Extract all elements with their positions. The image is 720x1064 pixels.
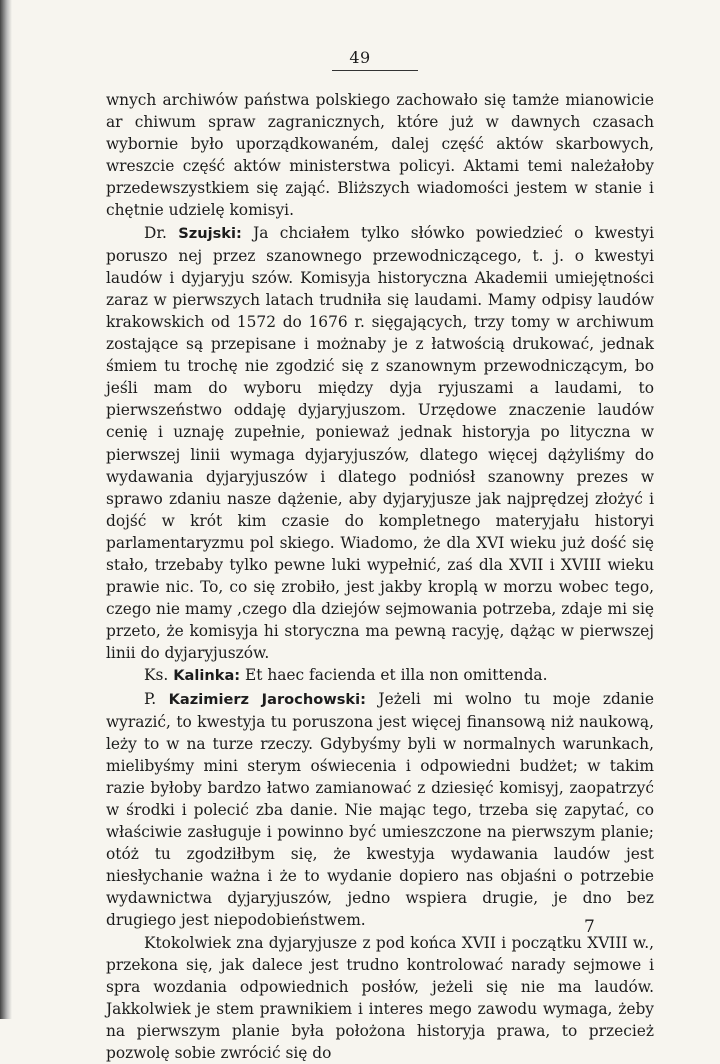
- speaker-title: Dr.: [144, 223, 179, 242]
- speaker-name: Szujski:: [178, 224, 242, 242]
- paragraph-archives: [106, 89, 654, 222]
- line: znaczenie laudów cenię i uznaję zupełnie, ponieważ jednak historyja po: [106, 401, 654, 442]
- line: Jeżeli mi wolno tu moje zdanie wyrazić,: [106, 689, 654, 731]
- line: być umieszczone na pierwszym planie; otóż tu zgodziłbym się, że kwestyja: [106, 823, 654, 864]
- signature-mark: 7: [584, 917, 595, 937]
- body-text: [106, 89, 654, 1064]
- line: wydawania laudów jest niesłychanie ważna i że to wydanie dopiero nas: [106, 845, 654, 886]
- line: storyczna ma pewną racyję, dążąc w pierwszej linii do dyjaryjuszów.: [106, 622, 654, 663]
- speaker-title: P.: [144, 689, 169, 708]
- paragraph-dyjaryjusze: [106, 932, 654, 1064]
- line: i możnaby je z łatwością drukować, jednak śmiem tu trochę nie zgodzić: [106, 335, 655, 376]
- speaker-name: Kazimierz Jarochowski:: [168, 690, 366, 708]
- line: wozdania odpowiednich posłów, jeżeli się nie ma laudów. Jakkolwiek je: [106, 977, 654, 1018]
- line: łatwo zamianować z dziesięć komisyj, zaopatrzyć w środki i polecić zba: [106, 778, 654, 819]
- paragraph-kalinka: [106, 664, 654, 687]
- line: ryjuszami a laudami, to pierwszeństwo oddaję dyjaryjuszom. Urzędowe: [106, 379, 654, 420]
- line: kim czasie do kompletnego materyjału historyi parlamentaryzmu pol: [106, 511, 654, 552]
- line: szów. Komisyja historyczna Akademii umiejętności zaraz w pierwszych: [106, 268, 654, 309]
- line: Bliższych wiadomości jestem w stanie i chętnie udzielę komisyi.: [106, 179, 654, 220]
- line: Ja chciałem tylko słówko powiedzieć o kwestyi poruszo: [106, 223, 655, 265]
- line: się z szanownym przewodniczącym, bo jeśli mam do wyboru między dyja: [106, 357, 654, 398]
- paragraph-szujski: [106, 222, 654, 665]
- speaker-name: Kalinka:: [173, 667, 241, 685]
- line: chiwum spraw zagranicznych, które już w dawnych czasach wybornie było: [106, 113, 654, 154]
- line: ministerstwa policyi. Aktami temi należałoby przedewszystkiem się zająć.: [106, 157, 654, 198]
- line: lityczna w pierwszej linii wymaga dyjaryjuszów, dlatego więcej dążyliśmy: [106, 423, 654, 464]
- line: danie. Nie mając tego, trzeba się zapytać, co właściwie zasługuje i powinno: [106, 801, 654, 842]
- line: latach trudniła się laudami. Mamy odpisy laudów krakowskich od 1572: [106, 290, 654, 331]
- line: przekona się, jak dalece jest trudno kontrolować narady sejmowe i spra: [106, 955, 654, 996]
- paragraph-jarochowski: [106, 688, 654, 932]
- speaker-title: Ks.: [144, 666, 174, 685]
- line: stem prawnikiem i interes mego zawodu wymaga, żeby na pierwszym planie: [106, 999, 654, 1040]
- line: uporządkowaném, dalej część aktów skarbowych, wreszcie część aktów: [106, 135, 654, 176]
- line: dla dziejów sejmowania potrzeba, zdaje mi się przeto, że komisyja hi: [106, 600, 654, 641]
- line: objaśni o potrzebie wydawnictwa dyjaryjuszów, jedno wspiera drugie, je: [106, 867, 654, 908]
- header-rule: [332, 70, 418, 71]
- line: się zrobiło, jest jakby kroplą w morzu wobec tego, czego nie mamy ,czego: [106, 578, 654, 619]
- page-spine-shadow: [0, 0, 12, 1019]
- line: zdaniu nasze dążenie, aby dyjaryjusze jak najprędzej złożyć i dojść w krót: [106, 489, 654, 530]
- line: nej przez szanownego przewodniczącego, t. j. o kwestyi laudów i dyjaryju: [106, 246, 654, 287]
- line: sterym oświecenia i odpowiedni budżet; w takim razie byłoby bardzo: [106, 756, 654, 797]
- line: Ktokolwiek zna dyjaryjusze z pod końca XVII i początku XVIII w.,: [144, 933, 654, 952]
- line: dno bez drugiego jest niepodobieństwem.: [106, 889, 654, 930]
- line: wnych archiwów państwa polskiego zachowało się tamże mianowicie ar: [106, 91, 654, 132]
- line: to kwestyja tu poruszona jest więcej finansową niż naukową, leży to w na: [106, 712, 654, 753]
- line: do wydawania dyjaryjuszów i dlatego podniósł szanowny prezes w sprawo: [106, 445, 654, 508]
- line: turze rzeczy. Gdybyśmy byli w normalnych warunkach, mielibyśmy mini: [106, 734, 654, 775]
- line: pewne luki wypełnić, zaś dla XVII i XVIII wieku prawie nic. To, co: [106, 555, 654, 597]
- line: była położona historyja prawa, to przecież pozwolę sobie zwrócić się do: [106, 1021, 654, 1063]
- line: do 1676 r. sięgających, trzy tomy w archiwum zostające są przepisane: [106, 312, 654, 354]
- line: Et haec facienda et illa non omittenda.: [240, 666, 548, 685]
- line: skiego. Wiadomo, że dla XVI wieku już dość się stało, trzebaby tylko: [106, 533, 654, 574]
- page-number: 49: [349, 48, 371, 67]
